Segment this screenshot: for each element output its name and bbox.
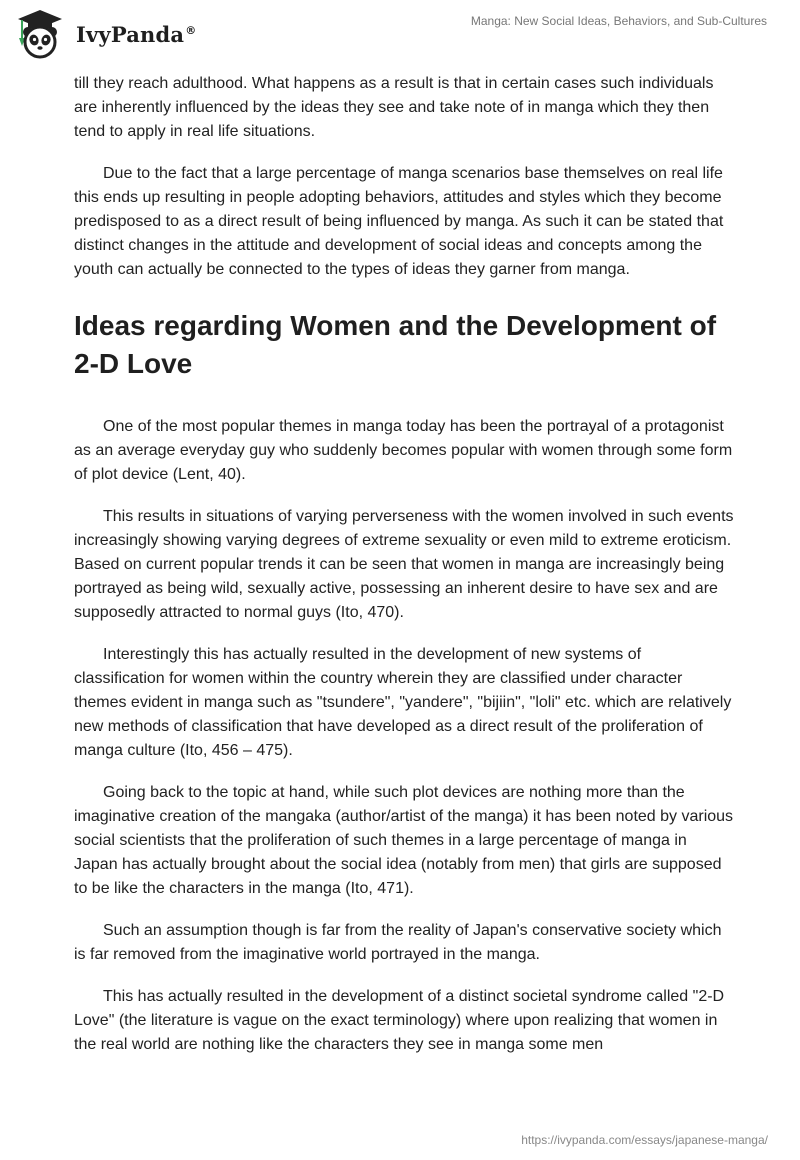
paragraph: One of the most popular themes in manga today has been the portrayal of a protagonist as an average everyday guy who suddenly becomes popular with women through some form of plot device (Lent, 40). — [74, 418, 733, 483]
document-title: Manga: New Social Ideas, Behaviors, and Sub-Cultures — [470, 14, 767, 28]
paragraph: Due to the fact that a large percentage of manga scenarios base themselves on real life this ends up resulting in people adopting behaviors, attitudes and styles which they become predisposed to as a direct result of being influenced by manga. As such it can be stated that distinct changes in the attitude and development of social ideas and concepts among the youth can actually be connected to the types of ideas they garner from manga. — [74, 165, 724, 278]
brand-name: IvyPanda® — [76, 21, 197, 47]
paragraph: Interestingly this has actually resulted in the development of new systems of classification for women within the country wherein they are classified under character themes evident in manga such as "tsundere", "yandere", "bijiin", "loli" etc. which are relatively new methods of classification that have developed as a direct result of the proliferation of manga culture (Ito, 456 – 475). — [74, 646, 732, 759]
paragraph: Such an assumption though is far from the reality of Japan's conservative society which is far removed from the imaginative world portrayed in the manga. — [74, 922, 722, 963]
brand-logo[interactable] — [14, 8, 196, 60]
paragraph: Going back to the topic at hand, while such plot devices are nothing more than the imaginative creation of the mangaka (author/artist of the manga) it has been noted by various social scientists that the proliferation of such themes in a large percentage of manga in Japan has actually brought about the social idea (notably from men) that girls are supposed to be like the characters in the manga (Ito, 471). — [74, 784, 734, 897]
section-heading: Ideas regarding Women and the Development of 2-D Love — [74, 310, 717, 379]
essay-content — [74, 72, 734, 1075]
paragraph: till they reach adulthood. What happens as a result is that in certain cases such individuals are inherently influenced by the ideas they see and take note of in manga which they then tend to apply in real life situations. — [74, 75, 714, 140]
page-header — [0, 0, 800, 66]
panda-graduate-icon — [14, 8, 66, 60]
paragraph: This results in situations of varying perverseness with the women involved in such events increasingly showing varying degrees of extreme sexuality or even mild to extreme eroticism. Based on current popular trends it can be seen that women in manga are increasingly being portrayed as being wild, sexually active, possessing an inherent desire to have sex and are supposedly attracted to normal guys (Ito, 470). — [74, 508, 734, 621]
source-url[interactable]: https://ivypanda.com/essays/japanese-manga/ — [521, 1133, 768, 1147]
paragraph: This has actually resulted in the development of a distinct societal syndrome called "2-D Love" (the literature is vague on the exact terminology) where upon realizing that women in the real world are nothing like the characters they see in manga some men — [74, 988, 725, 1053]
